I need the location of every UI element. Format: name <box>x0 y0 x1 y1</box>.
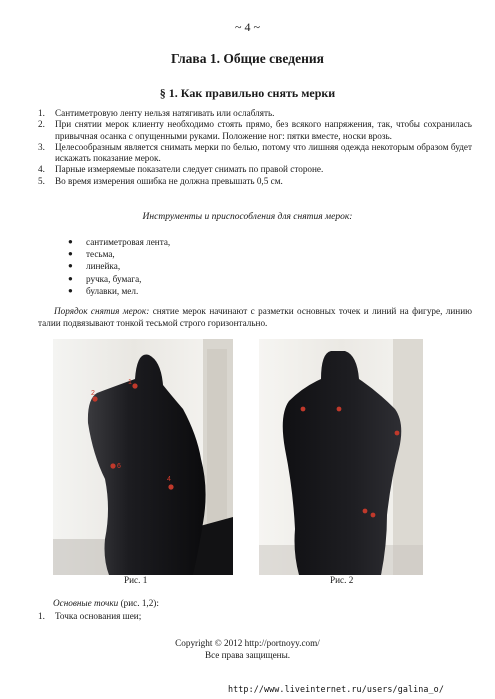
list-item <box>68 236 170 248</box>
bullet-icon: ● <box>68 285 73 295</box>
list-text: булавки, мел. <box>86 285 139 296</box>
bullet-icon: ● <box>68 237 73 246</box>
list-number: 1. <box>38 611 45 621</box>
marker-label: 4 <box>167 476 171 483</box>
list-number: 5. <box>38 175 45 186</box>
tools-list <box>68 236 170 297</box>
list-item <box>38 119 472 142</box>
order-label: Порядок снятия мерок: <box>54 306 150 316</box>
rights-line: Все права защищены. <box>204 650 291 660</box>
bullet-icon: ● <box>68 249 73 259</box>
list-text: Сантиметровую ленту нельзя натягивать или ослаблять. <box>55 108 275 118</box>
pin-icon <box>92 396 97 401</box>
list-text: При снятии мерок клиенту необходимо стоять прямо, без всякого напряжения, так, чтобы сохранилась привычная осанка с опущенными руками. Положение ног: пятки вместе, носки врозь. <box>55 119 472 141</box>
points-ref: (рис. 1,2): <box>118 598 159 608</box>
marker-label: 2 <box>91 390 95 397</box>
list-item <box>38 164 472 175</box>
figure-2-caption: Рис. 2 <box>330 575 354 585</box>
section-title: § 1. Как правильно снять мерки <box>159 86 336 100</box>
list-item <box>38 108 472 119</box>
list-text: Точка основания шеи; <box>55 611 142 621</box>
figure-2-photo <box>259 339 423 575</box>
page-number: ~ 4 ~ <box>235 20 260 34</box>
pin-icon <box>301 407 306 412</box>
bullet-icon: ● <box>68 273 73 283</box>
list-item <box>38 611 141 621</box>
main-points-list <box>38 611 141 621</box>
pin-icon <box>132 383 137 388</box>
figure-1-caption: Рис. 1 <box>124 575 148 585</box>
pin-icon <box>337 407 342 412</box>
tools-heading: Инструменты и приспособления для снятия мерок: <box>142 212 353 222</box>
figure-1-photo <box>53 339 233 575</box>
list-number: 1. <box>38 108 45 118</box>
list-number: 4. <box>38 164 45 175</box>
list-text: Парные измеряемые показатели следует снимать по правой стороне. <box>55 164 324 175</box>
list-text: линейка, <box>86 261 121 272</box>
list-text: ручка, бумага, <box>86 273 142 284</box>
list-item <box>68 273 170 285</box>
copyright-line: Copyright © 2012 http://portnoyy.com/ <box>175 638 320 648</box>
points-label: Основные точки <box>53 598 119 608</box>
list-text: Целесообразным является снимать мерки по белью, потому что лишняя одежда некоторым образом будет искажать показание мерок. <box>55 141 472 164</box>
list-text: Во время измерения ошибка не должна превышать 0,5 см. <box>55 175 283 186</box>
list-text: тесьма, <box>86 249 115 260</box>
measuring-order-paragraph <box>38 306 472 329</box>
list-item <box>68 248 170 260</box>
pin-icon <box>363 509 368 514</box>
list-item <box>38 176 472 187</box>
copyright-notice <box>0 637 495 661</box>
list-number: 2. <box>38 119 45 130</box>
list-text: сантиметровая лента, <box>86 237 171 247</box>
pin-icon <box>168 484 173 489</box>
marker-label: 1 <box>128 379 132 386</box>
list-item <box>38 142 472 165</box>
list-item <box>68 260 170 272</box>
list-number: 3. <box>38 141 45 152</box>
list-item <box>68 285 170 297</box>
footer-url: http://www.liveinternet.ru/users/galina_o/ <box>228 684 444 694</box>
bullet-icon: ● <box>68 261 73 271</box>
pin-icon <box>395 431 400 436</box>
pin-icon <box>371 513 376 518</box>
chapter-title: Глава 1. Общие сведения <box>171 51 324 66</box>
order-text: снятие мерок начинают с разметки основных точек и линий на фигуре, линию талии подвязывают тонкой тесьмой строго горизонтально. <box>38 306 472 328</box>
measurement-rules-list <box>38 108 472 187</box>
marker-label: 6 <box>117 463 121 470</box>
main-points-heading <box>53 598 159 608</box>
pin-icon <box>110 463 115 468</box>
